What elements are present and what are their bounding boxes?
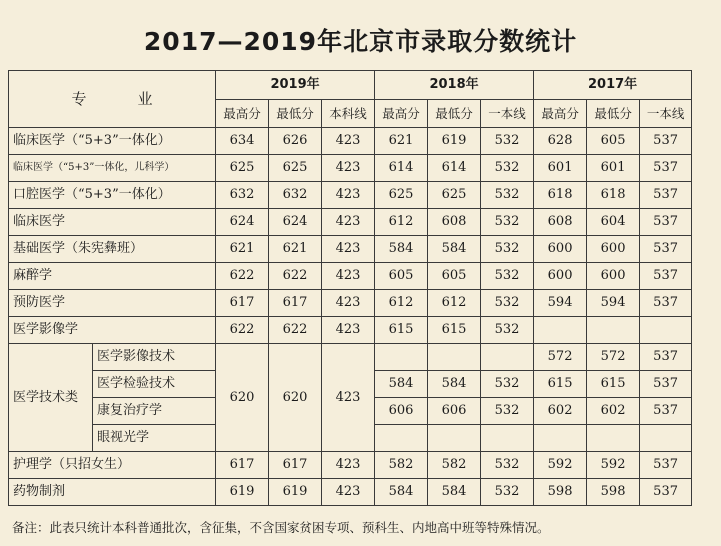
table-row — [9, 317, 692, 344]
header-col: 最高分 — [534, 100, 587, 128]
header-col: 一本线 — [640, 100, 692, 128]
table-row — [9, 452, 692, 479]
score-cell: 602 — [534, 398, 587, 425]
score-cell: 621 — [269, 236, 322, 263]
score-cell: 584 — [375, 479, 428, 506]
score-cell: 628 — [534, 128, 587, 155]
score-cell: 620 — [216, 344, 269, 452]
score-cell: 619 — [216, 479, 269, 506]
score-cell: 619 — [428, 128, 481, 155]
score-cell: 532 — [481, 317, 534, 344]
score-cell: 624 — [216, 209, 269, 236]
score-cell: 600 — [587, 236, 640, 263]
score-cell: 620 — [269, 344, 322, 452]
score-cell: 537 — [640, 128, 692, 155]
score-cell: 594 — [534, 290, 587, 317]
major-name: 临床医学（“5+3”一体化） — [9, 128, 216, 155]
score-cell: 600 — [534, 263, 587, 290]
score-cell: 537 — [640, 452, 692, 479]
score-cell: 600 — [587, 263, 640, 290]
header-col: 本科线 — [322, 100, 375, 128]
score-cell: 615 — [375, 317, 428, 344]
table-row — [9, 155, 692, 182]
header-col: 最低分 — [428, 100, 481, 128]
score-cell: 626 — [269, 128, 322, 155]
score-cell: 622 — [216, 317, 269, 344]
score-cell: 423 — [322, 263, 375, 290]
footnote: 备注：此表只统计本科普通批次，含征集，不含国家贫困专项、预科生、内地高中班等特殊情况。 — [12, 520, 550, 535]
score-cell: 572 — [587, 344, 640, 371]
score-cell: 423 — [322, 236, 375, 263]
score-cell: 598 — [587, 479, 640, 506]
group-name: 医学技术类 — [9, 344, 93, 452]
major-name: 医学影像学 — [9, 317, 216, 344]
score-cell: 532 — [481, 479, 534, 506]
score-cell: 537 — [640, 290, 692, 317]
score-cell: 423 — [322, 209, 375, 236]
major-name: 药物制剂 — [9, 479, 216, 506]
score-cell: 606 — [375, 398, 428, 425]
header-col: 最高分 — [375, 100, 428, 128]
score-cell: 594 — [587, 290, 640, 317]
major-name: 临床医学 — [9, 209, 216, 236]
score-cell: 615 — [587, 371, 640, 398]
score-cell: 617 — [216, 290, 269, 317]
score-cell: 632 — [216, 182, 269, 209]
header-major: 专 业 — [9, 71, 216, 128]
score-cell: 617 — [269, 452, 322, 479]
score-cell: 584 — [375, 236, 428, 263]
score-cell — [534, 425, 587, 452]
major-name: 临床医学（“5+3”一体化，儿科学） — [9, 155, 216, 182]
score-cell: 601 — [534, 155, 587, 182]
score-cell: 423 — [322, 479, 375, 506]
score-cell: 582 — [375, 452, 428, 479]
score-cell: 615 — [428, 317, 481, 344]
score-cell: 605 — [428, 263, 481, 290]
table-row — [9, 290, 692, 317]
major-name: 基础医学（朱宪彝班） — [9, 236, 216, 263]
score-cell: 608 — [534, 209, 587, 236]
score-cell: 584 — [375, 371, 428, 398]
score-cell: 537 — [640, 479, 692, 506]
table-row — [9, 236, 692, 263]
major-name: 口腔医学（“5+3”一体化） — [9, 182, 216, 209]
score-cell: 532 — [481, 452, 534, 479]
score-cell: 625 — [428, 182, 481, 209]
score-cell: 632 — [269, 182, 322, 209]
score-cell: 537 — [640, 398, 692, 425]
score-cell — [534, 317, 587, 344]
header-row-years — [9, 71, 692, 100]
major-name: 护理学（只招女生） — [9, 452, 216, 479]
score-cell: 532 — [481, 128, 534, 155]
score-cell: 423 — [322, 128, 375, 155]
header-col: 最低分 — [269, 100, 322, 128]
score-cell — [481, 344, 534, 371]
score-cell: 598 — [534, 479, 587, 506]
score-cell: 584 — [428, 479, 481, 506]
score-cell: 624 — [269, 209, 322, 236]
score-cell: 618 — [587, 182, 640, 209]
score-cell: 532 — [481, 290, 534, 317]
score-cell: 537 — [640, 344, 692, 371]
score-cell — [640, 317, 692, 344]
score-cell: 532 — [481, 398, 534, 425]
sub-major-name: 眼视光学 — [93, 425, 216, 452]
score-cell: 592 — [534, 452, 587, 479]
score-cell: 423 — [322, 317, 375, 344]
score-cell: 600 — [534, 236, 587, 263]
score-cell: 537 — [640, 155, 692, 182]
header-year-2019: 2019年 — [216, 71, 375, 100]
table-row — [9, 209, 692, 236]
score-cell: 584 — [428, 371, 481, 398]
score-cell — [428, 425, 481, 452]
score-cell: 604 — [587, 209, 640, 236]
score-cell — [428, 344, 481, 371]
table-row — [9, 344, 692, 371]
header-year-2017: 2017年 — [534, 71, 692, 100]
score-cell — [587, 317, 640, 344]
major-name: 预防医学 — [9, 290, 216, 317]
score-cell: 532 — [481, 236, 534, 263]
score-cell: 532 — [481, 263, 534, 290]
table-row — [9, 182, 692, 209]
score-cell: 615 — [534, 371, 587, 398]
score-cell: 423 — [322, 155, 375, 182]
score-cell: 621 — [375, 128, 428, 155]
score-cell: 606 — [428, 398, 481, 425]
table-row — [9, 479, 692, 506]
score-cell: 614 — [428, 155, 481, 182]
score-table — [8, 70, 692, 506]
score-cell: 423 — [322, 182, 375, 209]
score-cell: 622 — [269, 263, 322, 290]
score-cell: 605 — [587, 128, 640, 155]
score-cell: 423 — [322, 344, 375, 452]
table-row — [9, 263, 692, 290]
score-cell: 612 — [428, 290, 481, 317]
score-cell — [375, 425, 428, 452]
score-cell: 532 — [481, 371, 534, 398]
score-cell: 619 — [269, 479, 322, 506]
score-cell: 608 — [428, 209, 481, 236]
score-cell: 601 — [587, 155, 640, 182]
score-cell: 634 — [216, 128, 269, 155]
score-cell: 621 — [216, 236, 269, 263]
sub-major-name: 康复治疗学 — [93, 398, 216, 425]
score-cell — [640, 425, 692, 452]
score-cell: 622 — [216, 263, 269, 290]
score-cell: 614 — [375, 155, 428, 182]
score-cell: 537 — [640, 209, 692, 236]
score-cell: 582 — [428, 452, 481, 479]
score-cell: 605 — [375, 263, 428, 290]
score-cell: 423 — [322, 452, 375, 479]
score-cell: 584 — [428, 236, 481, 263]
score-cell: 622 — [269, 317, 322, 344]
header-col: 最高分 — [216, 100, 269, 128]
score-cell: 537 — [640, 263, 692, 290]
score-cell: 532 — [481, 155, 534, 182]
score-cell — [587, 425, 640, 452]
score-cell: 612 — [375, 209, 428, 236]
header-col: 一本线 — [481, 100, 534, 128]
major-name: 麻醉学 — [9, 263, 216, 290]
score-cell: 618 — [534, 182, 587, 209]
score-cell: 612 — [375, 290, 428, 317]
header-col: 最低分 — [587, 100, 640, 128]
score-cell: 532 — [481, 182, 534, 209]
score-cell: 625 — [375, 182, 428, 209]
score-cell: 617 — [269, 290, 322, 317]
score-cell: 537 — [640, 371, 692, 398]
score-cell: 572 — [534, 344, 587, 371]
table-row — [9, 128, 692, 155]
score-cell — [375, 344, 428, 371]
score-cell: 625 — [216, 155, 269, 182]
score-cell: 532 — [481, 209, 534, 236]
header-year-2018: 2018年 — [375, 71, 534, 100]
score-cell: 592 — [587, 452, 640, 479]
sub-major-name: 医学检验技术 — [93, 371, 216, 398]
page-title: 2017—2019年北京市录取分数统计 — [143, 27, 578, 56]
score-cell: 617 — [216, 452, 269, 479]
score-cell: 625 — [269, 155, 322, 182]
score-cell — [481, 425, 534, 452]
sub-major-name: 医学影像技术 — [93, 344, 216, 371]
score-cell: 537 — [640, 182, 692, 209]
score-cell: 602 — [587, 398, 640, 425]
score-cell: 423 — [322, 290, 375, 317]
score-cell: 537 — [640, 236, 692, 263]
